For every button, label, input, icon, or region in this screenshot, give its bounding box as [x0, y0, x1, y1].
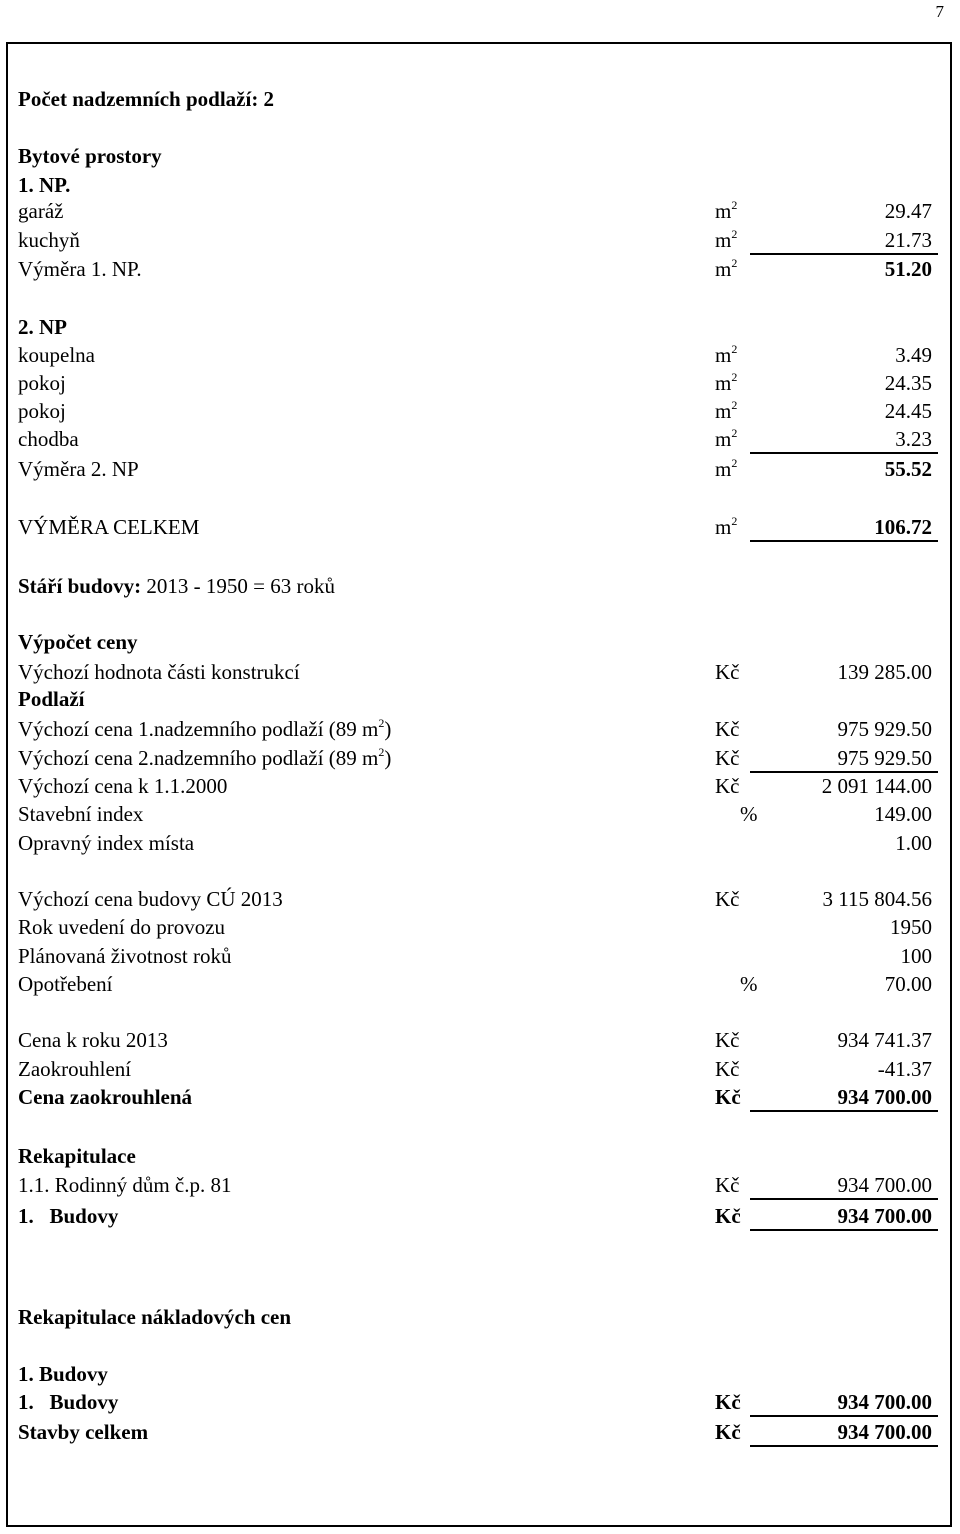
floor2-heading-row [18, 314, 938, 340]
residential-title-row [18, 143, 938, 169]
service-year-value: 1950 [890, 915, 932, 939]
recap-total-row [18, 1203, 938, 1229]
floor1-heading-row [18, 172, 938, 198]
unit-kc: Kč [715, 774, 740, 798]
rounding-value: -41.37 [877, 1057, 932, 1081]
lifetime-value: 100 [900, 944, 932, 968]
cost-recap-group: 1. Budovy [18, 1362, 108, 1386]
room-name: garáž [18, 199, 64, 223]
floor2-price-row [18, 745, 938, 771]
sum-underline [750, 1415, 938, 1417]
correction-index-value: 1.00 [895, 831, 932, 855]
room-area: 29.47 [884, 199, 932, 223]
floors-count-label: Počet nadzemních podlaží: 2 [18, 87, 275, 111]
recap-item-row [18, 1172, 938, 1198]
building-price-value: 3 115 804.56 [822, 887, 932, 911]
building-index-label: Stavební index [18, 802, 144, 826]
unit-percent: % [740, 972, 758, 996]
floor1-total-label: Výměra 1. NP. [18, 257, 142, 281]
unit-percent: % [740, 802, 758, 826]
base-value-row [18, 659, 938, 685]
room-area: 3.49 [895, 343, 932, 367]
room-row-room2 [18, 398, 938, 424]
cost-recap-title-row [18, 1304, 938, 1330]
sum-underline [750, 253, 938, 255]
room-row-room1 [18, 370, 938, 396]
unit-kc: Kč [715, 660, 740, 684]
wear-row [18, 971, 938, 997]
cost-recap-title: Rekapitulace nákladových cen [18, 1305, 292, 1329]
constructions-total-label: Stavby celkem [18, 1420, 149, 1444]
recap-title: Rekapitulace [18, 1144, 136, 1168]
sum-underline [750, 1198, 938, 1200]
unit-m2: $m^2$ [715, 426, 738, 451]
service-year-label: Rok uvedení do provozu [18, 915, 226, 939]
rounded-price-label: Cena zaokrouhlená [18, 1085, 193, 1109]
rounding-row [18, 1056, 938, 1082]
unit-kc: Kč [715, 887, 740, 911]
lifetime-row [18, 943, 938, 969]
room-name: koupelna [18, 343, 95, 367]
unit-kc: Kč [715, 1204, 741, 1228]
year-price-row [18, 1027, 938, 1053]
initial-price-value: 2 091 144.00 [821, 774, 932, 798]
unit-m2: $m^2$ [715, 342, 738, 367]
cost-recap-row-value: 934 700.00 [837, 1390, 932, 1414]
total-underline [750, 1445, 938, 1447]
room-name: kuchyň [18, 228, 80, 252]
building-price-row [18, 886, 938, 912]
floor2-price-value: 975 929.50 [837, 746, 932, 770]
room-row-bathroom [18, 342, 938, 368]
unit-m2: $m^2$ [715, 398, 738, 423]
initial-price-row [18, 773, 938, 799]
floor2-price-label: Výchozí cena 2.nadzemního podlaží (89 $m^2$) [18, 745, 392, 770]
floor1-price-value: 975 929.50 [837, 717, 932, 741]
grand-total-row [18, 514, 938, 540]
floor1-price-label: Výchozí cena 1.nadzemního podlaží (89 $m^2$) [18, 716, 392, 741]
room-name: pokoj [18, 371, 66, 395]
wear-label: Opotřebení [18, 972, 113, 996]
correction-index-row [18, 830, 938, 856]
unit-m2: $m^2$ [715, 227, 738, 252]
lifetime-label: Plánovaná životnost roků [18, 944, 232, 968]
unit-m2: $m^2$ [715, 198, 738, 223]
floor2-total-label: Výměra 2. NP [18, 457, 139, 481]
floor1-total-row [18, 256, 938, 282]
age-row [18, 573, 938, 599]
wear-value: 70.00 [884, 972, 932, 996]
room-row-hallway [18, 426, 938, 452]
recap-total-value: 934 700.00 [837, 1204, 932, 1228]
year-price-value: 934 741.37 [837, 1028, 932, 1052]
floors-title-row [18, 686, 938, 712]
service-year-row [18, 914, 938, 940]
unit-kc: Kč [715, 1390, 741, 1414]
base-value: 139 285.00 [837, 660, 932, 684]
cost-recap-group-row [18, 1361, 938, 1387]
floor2-total-value: 55.52 [884, 457, 932, 481]
year-price-label: Cena k roku 2013 [18, 1028, 168, 1052]
total-underline [750, 1110, 938, 1112]
room-name: chodba [18, 427, 79, 451]
floor1-total-value: 51.20 [884, 257, 932, 281]
recap-title-row [18, 1143, 938, 1169]
unit-kc: Kč [715, 1028, 740, 1052]
unit-kc: Kč [715, 1057, 740, 1081]
recap-total-label: 1. Budovy [18, 1204, 119, 1228]
room-row-kitchen [18, 227, 938, 253]
base-value-label: Výchozí hodnota části konstrukcí [18, 660, 300, 684]
unit-m2: $m^2$ [715, 256, 738, 281]
room-area: 3.23 [895, 427, 932, 451]
constructions-total-row [18, 1419, 938, 1445]
unit-kc: Kč [715, 717, 740, 741]
total-underline [750, 540, 938, 542]
price-title: Výpočet ceny [18, 630, 138, 654]
rounded-price-row [18, 1084, 938, 1110]
residential-title: Bytové prostory [18, 144, 162, 168]
rounded-price-value: 934 700.00 [837, 1085, 932, 1109]
unit-kc: Kč [715, 746, 740, 770]
grand-total-label: VÝMĚRA CELKEM [18, 515, 200, 539]
floors-title: Podlaží [18, 687, 85, 711]
room-name: pokoj [18, 399, 66, 423]
initial-price-label: Výchozí cena k 1.1.2000 [18, 774, 228, 798]
sum-underline [750, 452, 938, 454]
room-area: 24.35 [884, 371, 932, 395]
recap-item-label: 1.1. Rodinný dům č.p. 81 [18, 1173, 232, 1197]
floor1-price-row [18, 716, 938, 742]
room-row-garage [18, 198, 938, 224]
unit-kc: Kč [715, 1085, 741, 1109]
unit-kc: Kč [715, 1420, 741, 1444]
floor2-total-row [18, 456, 938, 482]
floors-count-row [18, 86, 938, 112]
room-area: 21.73 [884, 228, 932, 252]
building-index-value: 149.00 [874, 802, 932, 826]
total-underline [750, 1229, 938, 1231]
age-text: 2013 - 1950 = 63 roků [146, 574, 335, 598]
floor1-heading: 1. NP. [18, 173, 71, 197]
cost-recap-row [18, 1389, 938, 1415]
correction-index-label: Opravný index místa [18, 831, 195, 855]
recap-item-value: 934 700.00 [837, 1173, 932, 1197]
unit-m2: $m^2$ [715, 514, 738, 539]
unit-m2: $m^2$ [715, 456, 738, 481]
floor2-heading: 2. NP [18, 315, 67, 339]
room-area: 24.45 [884, 399, 932, 423]
age-label: Stáří budovy: [18, 574, 142, 598]
grand-total-value: 106.72 [874, 515, 932, 539]
building-index-row [18, 801, 938, 827]
unit-kc: Kč [715, 1173, 740, 1197]
price-title-row [18, 629, 938, 655]
building-price-label: Výchozí cena budovy CÚ 2013 [18, 887, 283, 911]
cost-recap-row-label: 1. Budovy [18, 1390, 119, 1414]
constructions-total-value: 934 700.00 [837, 1420, 932, 1444]
unit-m2: $m^2$ [715, 370, 738, 395]
page-number: 7 [935, 2, 944, 21]
rounding-label: Zaokrouhlení [18, 1057, 132, 1081]
